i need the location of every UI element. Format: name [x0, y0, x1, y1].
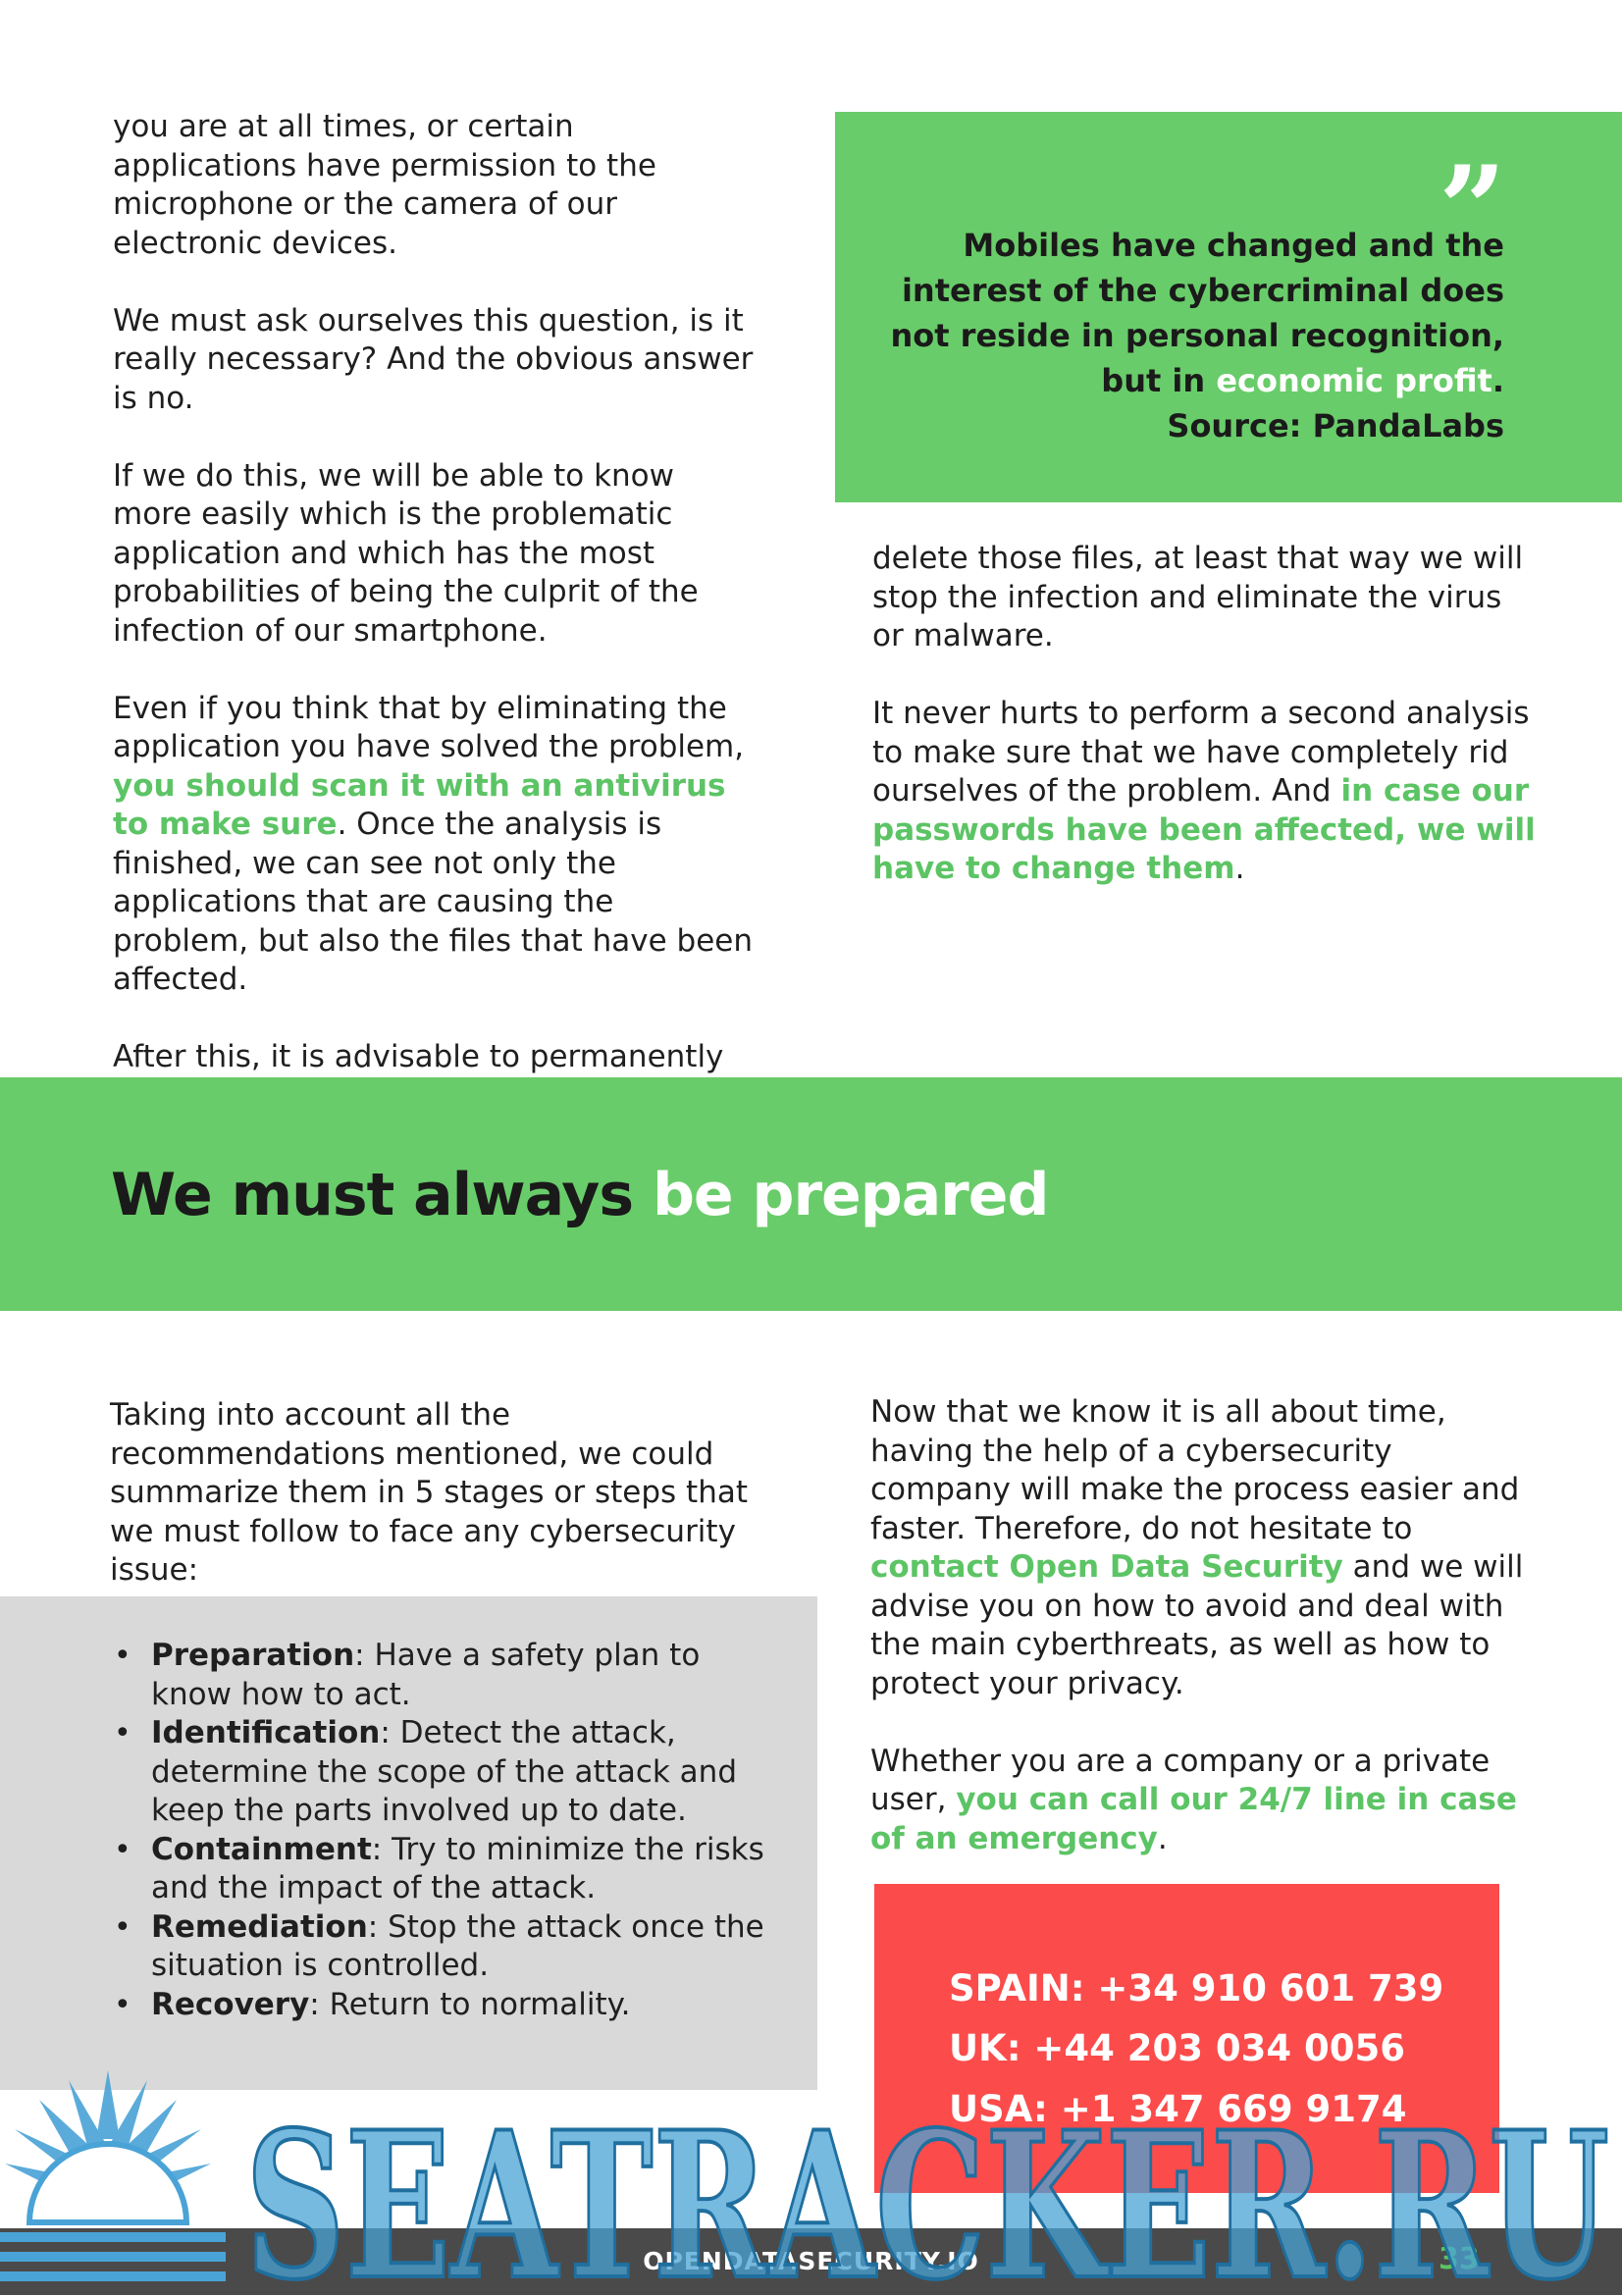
paragraph [113, 690, 756, 1000]
paragraph [870, 1743, 1538, 1859]
bullet-icon: • [114, 1716, 131, 1750]
text: Even if you think that by eliminating the application you have solved the problem, [113, 690, 745, 764]
quote-line: Mobiles have changed and the [963, 227, 1504, 264]
section-title [111, 1161, 1048, 1229]
text: . [1491, 362, 1504, 399]
step-desc: : Stop the attack once the situation is controlled. [151, 1908, 764, 1983]
paragraph [870, 1393, 1538, 1703]
quote-line [876, 358, 1504, 403]
list-item [108, 1831, 775, 1908]
paragraph: Taking into account all the recommendations mentioned, we could summarize them in 5 stages or steps that we must follow to face any cybersecurity issue: [110, 1397, 749, 1588]
text: Now that we know it is all about time, having the help of a cybersecurity company will make the process easier and faster. Therefore, do not hesitate to [870, 1394, 1520, 1546]
text: . Once the analysis is finished, we can see not only the applications that are causing the problem, but also the files that have been affected. [113, 807, 754, 997]
step-desc: : Return to normality. [309, 1986, 631, 2022]
left-column-top [113, 108, 756, 1116]
paragraph: you are at all times, or certain applications have permission to the microphone or the camera of our electronic devices. [113, 109, 656, 261]
step-desc: : Detect the attack, determine the scope of the attack and keep the parts involved up to date. [151, 1715, 737, 1828]
paragraph: delete those files, at least that way we will stop the infection and eliminate the virus or malware. [872, 541, 1524, 653]
contact-link[interactable]: contact Open Data Security [870, 1549, 1343, 1585]
highlight-text: you can call our 24/7 line in case of an emergency [870, 1782, 1517, 1856]
quote-line: interest of the cybercriminal does [901, 272, 1504, 309]
highlight-text: you should scan it with an antivirus to make sure [113, 767, 726, 842]
list-item [108, 1714, 775, 1831]
title-light: be prepared [652, 1161, 1049, 1229]
watermark-text: SEATRACKER.RU [245, 2089, 1609, 2296]
step-term: Preparation [151, 1638, 355, 1673]
footer-site-link[interactable]: OPENDATASECURITY.IO [643, 2247, 979, 2275]
paragraph [872, 695, 1540, 889]
text: It never hurts to perform a second analysis to make sure that we have completely rid ourselves of the problem. And [872, 696, 1530, 809]
paragraph: We must ask ourselves this question, is it really necessary? And the obvious answer is no. [113, 302, 754, 416]
step-term: Remediation [151, 1908, 368, 1945]
step-desc: : Try to minimize the risks and the impact of the attack. [151, 1831, 764, 1905]
quote-text [876, 223, 1504, 448]
bullet-icon: • [114, 1909, 131, 1945]
highlight-text: economic profit [1216, 362, 1492, 399]
step-term: Recovery [151, 1986, 310, 2022]
step-term: Identification [151, 1715, 381, 1750]
step-desc: : Have a safety plan to know how to act. [151, 1638, 701, 1712]
list-item [108, 1986, 775, 2025]
text: and we will advise you on how to avoid and deal with the main cyberthreats, as well as how to protect your privacy. [870, 1549, 1524, 1701]
section-banner [0, 1077, 1622, 1311]
text: . [1157, 1820, 1168, 1856]
text: . [1234, 851, 1245, 886]
page-number: 33 [1439, 2242, 1480, 2276]
right-column-bottom [870, 1393, 1538, 1898]
list-item [108, 1908, 775, 1986]
bullet-icon: • [114, 1832, 131, 1867]
bullet-icon: • [114, 1987, 131, 2022]
phone-box [874, 1884, 1499, 2193]
left-intro [110, 1396, 758, 1629]
phone-spain: SPAIN: +34 910 601 739 [949, 1967, 1444, 2009]
paragraph: After this, it is advisable to permanently [113, 1039, 724, 1074]
bullet-icon: • [114, 1639, 131, 1673]
right-column-top [872, 540, 1540, 927]
list-item [108, 1637, 775, 1714]
quote-mark-icon: ” [1438, 140, 1498, 279]
phone-uk: UK: +44 203 034 0056 [949, 2027, 1405, 2069]
phone-usa: USA: +1 347 669 9174 [949, 2088, 1407, 2130]
paragraph: If we do this, we will be able to know more easily which is the problematic application and which has the most probabilities of being the culprit of the infection of our smartphone. [113, 457, 699, 649]
quote-source: Source: PandaLabs [1167, 407, 1504, 444]
highlight-text: in case our passwords have been affected, we will have to change them [872, 773, 1536, 886]
footer [0, 2228, 1622, 2295]
text: Whether you are a company or a private user, [870, 1743, 1491, 1817]
text: but in [1101, 362, 1217, 399]
quote-box [835, 112, 1622, 502]
title-dark: We must always [111, 1161, 653, 1229]
step-term: Containment [151, 1831, 372, 1867]
steps-list [108, 1637, 775, 2024]
quote-line: not reside in personal recognition, [890, 317, 1504, 354]
